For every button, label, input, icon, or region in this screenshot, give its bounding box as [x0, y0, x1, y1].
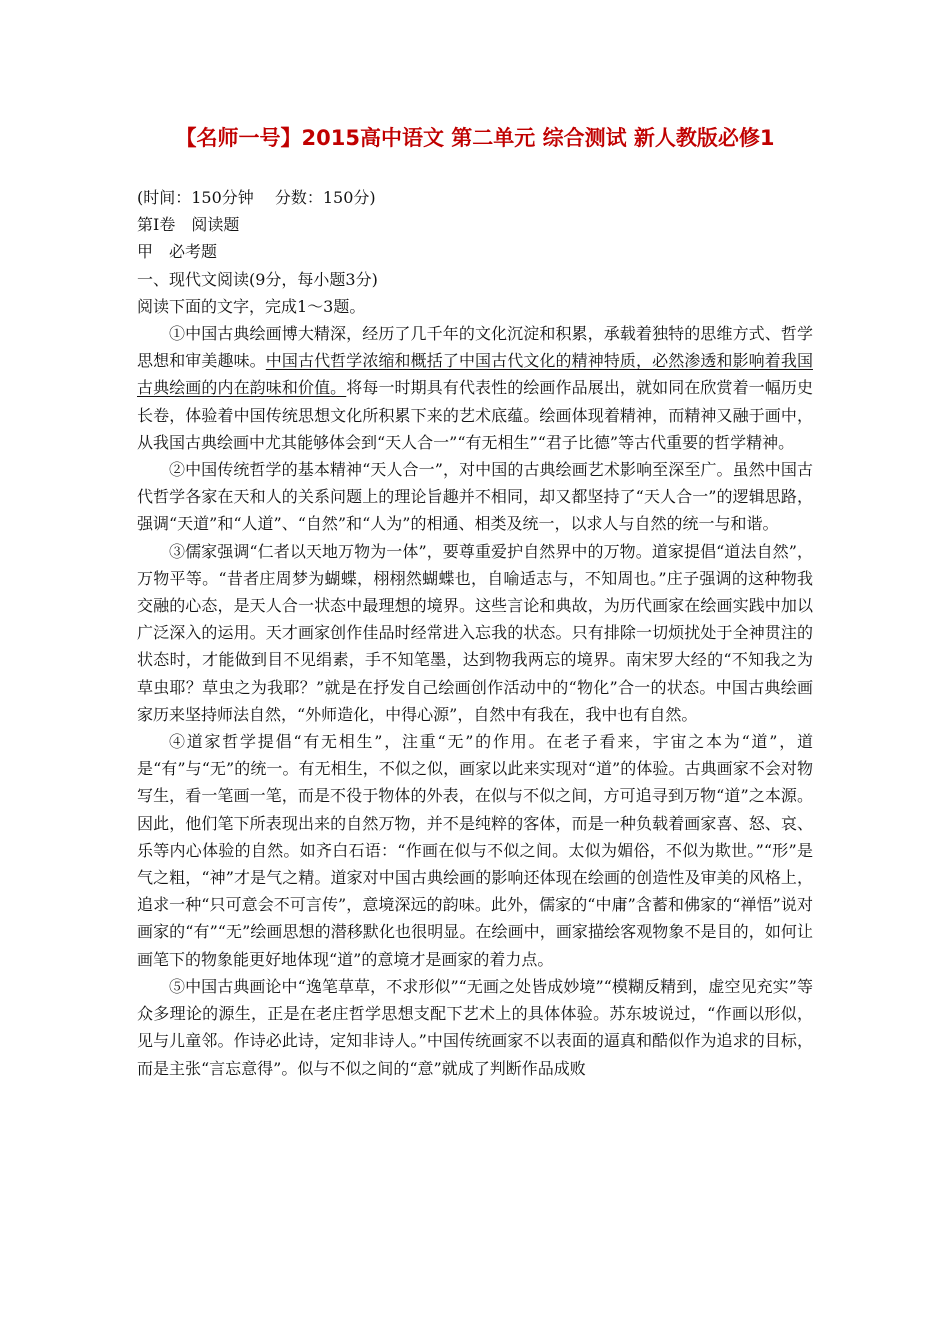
part-label: 第Ⅰ卷 阅读题 [137, 215, 240, 235]
reading-instruction: 阅读下面的文字，完成1～3题。 [137, 296, 366, 316]
exam-time-score: (时间：150分钟 分数：150分) [137, 188, 376, 207]
paragraph-2: ②中国传统哲学的基本精神“天人合一”，对中国的古典绘画艺术影响至深至广。虽然中国古代哲学各家在天和人的关系问题上的理论旨趣并不相同，却又都坚持了“天人合一”的逻辑思路，强调“天道”和“人道”、“自然”和“人为”的相通、相类及统一，以求人与自然的统一与和谐。 [137, 460, 813, 534]
paragraph-5: ⑤中国古典画论中“逸笔草草，不求形似”“无画之处皆成妙境”“模糊反精到，虚空见充实”等众多理论的源生，正是在老庄哲学思想支配下艺术上的具体体验。苏东坡说过，“作画以形似，见与儿童邻。作诗必此诗，定知非诗人。”中国传统画家不以表面的逼真和酷似作为追求的目标，而是主张“言忘意得”。似与不似之间的“意”就成了判断作品成败 [137, 976, 813, 1078]
document-body [137, 184, 813, 1082]
paragraph-1-text-b: 将每一时期具有代表性的绘画作品展出，就如同在欣赏着一幅历史长卷，体验着中国传统思想文化所积累下来的艺术底蕴。绘画体现着精神，而精神又融于画中，从我国古典绘画中尤其能够体会到“天人合一”“有无相生”“君子比德”等古代重要的哲学精神。 [137, 378, 813, 452]
paragraph-1-text-a: ①中国古典绘画博大精深，经历了几千年的文化沉淀和积累，承载着独特的思维方式、哲学思想和审美趣味。 [137, 324, 813, 371]
paragraph-1 [137, 320, 813, 456]
paragraph-4: ④道家哲学提倡“有无相生”，注重“无”的作用。在老子看来，宇宙之本为“道”，道是“有”与“无”的统一。有无相生，不似之似，画家以此来实现对“道”的体验。古典画家不会对物写生，看一笔画一笔，而是不役于物体的外表，在似与不似之间，方可追寻到万物“道”之本源。因此，他们笔下所表现出来的自然万物，并不是纯粹的客体，而是一种负载着画家喜、怒、哀、乐等内心体验的自然。如齐白石语：“作画在似与不似之间。太似为媚俗，不似为欺世。”“形”是气之粗，“神”才是气之精。道家对中国古典绘画的影响还体现在绘画的创造性及审美的风格上，追求一种“只可意会不可言传”，意境深远的韵味。此外，儒家的“中庸”含蓄和佛家的“禅悟”说对画家的“有”“无”绘画思想的潜移默化也很明显。在绘画中，画家描绘客观物象不是目的，如何让画笔下的物象能更好地体现“道”的意境才是画家的着力点。 [137, 732, 813, 969]
underlined-sentence: 中国古代哲学浓缩和概括了中国古代文化的精神特质，必然渗透和影响着我国古典绘画的内在韵味和价值。 [137, 351, 813, 398]
document-title: 【名师一号】2015高中语文 第二单元 综合测试 新人教版必修1 [175, 126, 775, 150]
section-label: 甲 必考题 [137, 242, 218, 262]
paragraph-3: ③儒家强调“仁者以天地万物为一体”，要尊重爱护自然界中的万物。道家提倡“道法自然”，万物平等。“昔者庄周梦为蝴蝶，栩栩然蝴蝶也，自喻适志与，不知周也。”庄子强调的这种物我交融的心态，是天人合一状态中最理想的境界。这些言论和典故，为历代画家在绘画实践中加以广泛深入的运用。天才画家创作佳品时经常进入忘我的状态。只有排除一切烦扰处于全神贯注的状态时，才能做到目不见绢素，手不知笔墨，达到物我两忘的境界。南宋罗大经的“不知我之为草虫耶？草虫之为我耶？”就是在抒发自己绘画创作活动中的“物化”合一的状态。中国古典绘画家历来坚持师法自然，“外师造化，中得心源”，自然中有我在，我中也有自然。 [137, 541, 813, 724]
question-heading: 一、现代文阅读(9分，每小题3分) [137, 269, 378, 289]
